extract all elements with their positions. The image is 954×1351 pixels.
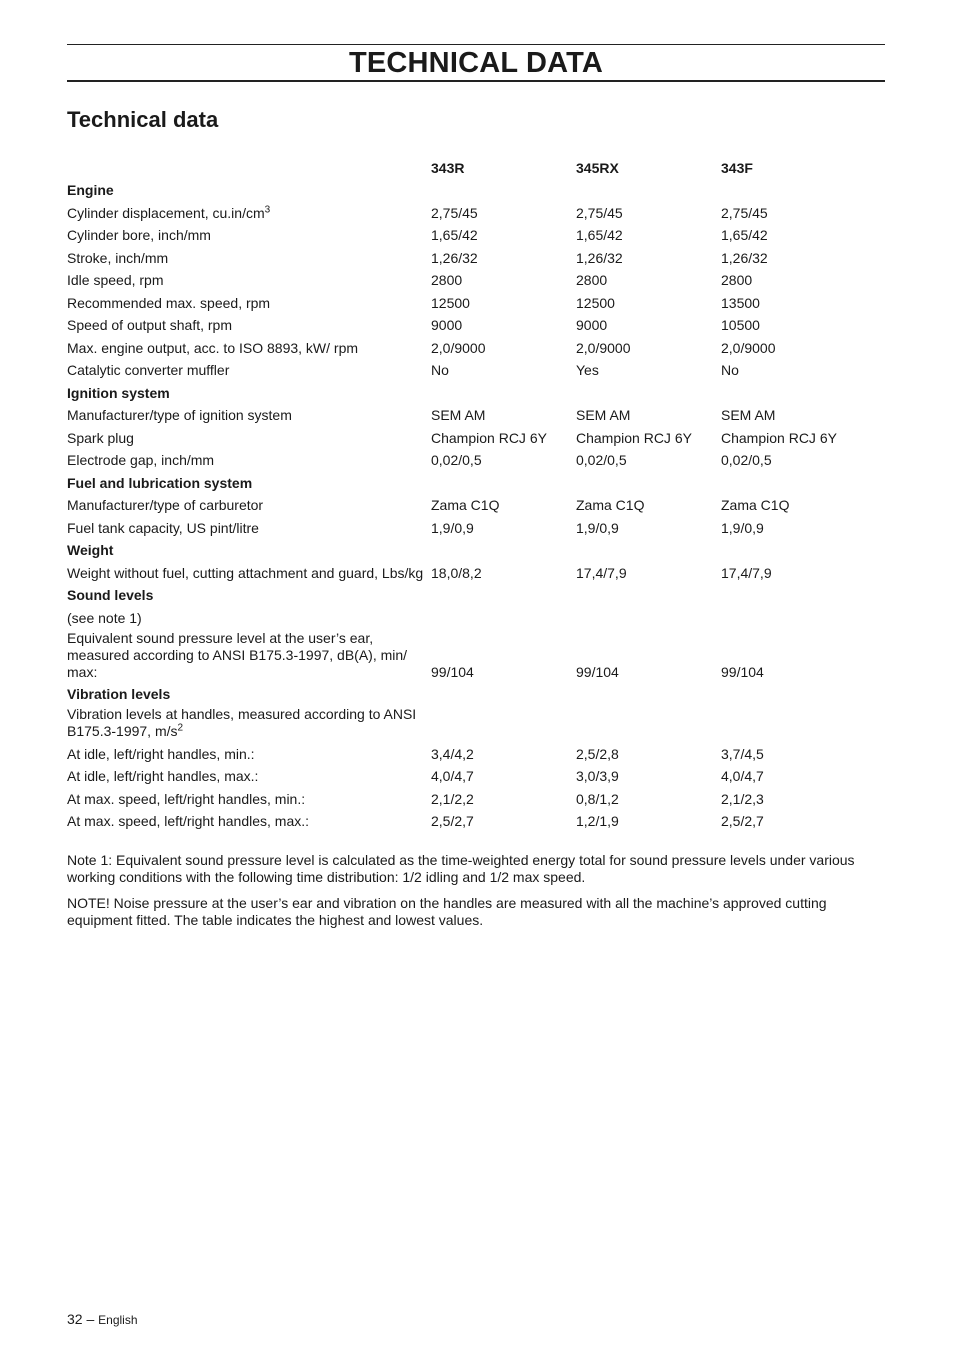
row-label bbox=[67, 740, 431, 763]
group-heading: Sound levels bbox=[67, 587, 154, 603]
table-row bbox=[67, 808, 867, 831]
cell-value: 9000 bbox=[576, 317, 608, 333]
cell-value: 3,7/4,5 bbox=[721, 745, 764, 762]
table-row bbox=[67, 514, 867, 537]
row-label-text: Max. engine output, acc. to ISO 8893, kW/ rpm bbox=[67, 339, 359, 356]
group-row bbox=[67, 469, 867, 492]
group-heading: Fuel and lubrication system bbox=[67, 474, 253, 491]
cell-value: Zama C1Q bbox=[431, 497, 500, 513]
cell-value: 2,75/45 bbox=[721, 204, 768, 221]
row-label-text: Manufacturer/type of ignition system bbox=[67, 407, 292, 423]
table-row bbox=[67, 559, 867, 582]
cell-value: Yes bbox=[576, 362, 599, 378]
cell-value: 2,1/2,3 bbox=[721, 790, 764, 807]
cell-value: 4,0/4,7 bbox=[431, 768, 474, 784]
cell-value bbox=[431, 604, 576, 627]
cell-value: 2,5/2,7 bbox=[431, 813, 474, 829]
row-label bbox=[67, 289, 431, 312]
cell-value: 2,5/2,7 bbox=[721, 813, 764, 829]
cell-value: 2,5/2,8 bbox=[576, 745, 619, 762]
table-row bbox=[67, 312, 867, 335]
cell-value: 1,26/32 bbox=[721, 249, 768, 266]
row-label bbox=[67, 267, 431, 290]
cell-value: Champion RCJ 6Y bbox=[576, 429, 692, 446]
row-label bbox=[67, 312, 431, 335]
row-label bbox=[67, 357, 431, 380]
table-row bbox=[67, 447, 867, 470]
cell-value: 1,26/32 bbox=[576, 249, 623, 266]
row-label-text: Spark plug bbox=[67, 429, 134, 446]
cell-value: 1,65/42 bbox=[721, 227, 768, 243]
cell-value: 9000 bbox=[431, 317, 463, 333]
row-label-text: (see note 1) bbox=[67, 609, 142, 626]
cell-value: 1,9/0,9 bbox=[721, 519, 764, 536]
cell-value: 10500 bbox=[721, 317, 760, 333]
cell-value: 3,4/4,2 bbox=[431, 745, 474, 762]
model-header: 343F bbox=[721, 159, 753, 176]
cell-value: 0,02/0,5 bbox=[431, 452, 482, 468]
cell-value: 13500 bbox=[721, 294, 760, 311]
cell-value: 17,4/7,9 bbox=[721, 564, 772, 581]
table-row bbox=[67, 267, 867, 290]
table-row bbox=[67, 763, 867, 786]
cell-value: 99/104 bbox=[576, 663, 619, 680]
technical-data-table bbox=[67, 154, 867, 830]
cell-value: 2,0/9000 bbox=[721, 339, 776, 356]
row-label-text: Vibration levels at handles, measured according to ANSI B175.3-1997, m/s bbox=[67, 706, 417, 739]
row-label-text: At idle, left/right handles, min.: bbox=[67, 745, 255, 762]
row-label bbox=[67, 334, 431, 357]
group-row bbox=[67, 681, 867, 704]
page-header-title: TECHNICAL DATA bbox=[348, 47, 604, 79]
cell-value bbox=[721, 703, 867, 740]
row-label-text: At idle, left/right handles, max.: bbox=[67, 768, 259, 784]
row-label-text: Weight without fuel, cutting attachment and guard, Lbs/kg bbox=[67, 564, 424, 581]
cell-value: 0,02/0,5 bbox=[576, 452, 627, 468]
row-label bbox=[67, 402, 431, 425]
section-title: Technical data bbox=[67, 107, 219, 132]
cell-value: Zama C1Q bbox=[576, 497, 645, 513]
table-row bbox=[67, 703, 867, 740]
row-label-text: Manufacturer/type of carburetor bbox=[67, 497, 264, 513]
group-row bbox=[67, 582, 867, 605]
cell-value: 1,9/0,9 bbox=[431, 519, 474, 536]
table-header-label bbox=[67, 154, 431, 177]
row-label bbox=[67, 559, 431, 582]
cell-value: SEM AM bbox=[576, 407, 631, 423]
table-row bbox=[67, 627, 867, 681]
group-heading: Vibration levels bbox=[67, 686, 171, 702]
group-heading: Weight bbox=[67, 542, 114, 558]
table-row bbox=[67, 357, 867, 380]
row-label-text: Catalytic converter muffler bbox=[67, 362, 230, 378]
notes bbox=[67, 852, 885, 938]
row-label bbox=[67, 627, 431, 681]
cell-value: No bbox=[431, 362, 449, 378]
cell-value: 1,26/32 bbox=[431, 249, 478, 266]
cell-value: 1,65/42 bbox=[576, 227, 623, 243]
table-row bbox=[67, 402, 867, 425]
cell-value: 2800 bbox=[721, 272, 753, 288]
row-label bbox=[67, 222, 431, 245]
row-label-text: Equivalent sound pressure level at the user’s ear, measured according to ANSI B175.3-1997, dB(A), min/ max: bbox=[67, 629, 408, 680]
row-label bbox=[67, 447, 431, 470]
row-label-text: Stroke, inch/mm bbox=[67, 249, 169, 266]
cell-value: 2,0/9000 bbox=[431, 339, 486, 356]
row-label bbox=[67, 763, 431, 786]
row-label-text: Recommended max. speed, rpm bbox=[67, 294, 271, 311]
cell-value: Zama C1Q bbox=[721, 497, 790, 513]
cell-value: SEM AM bbox=[721, 407, 776, 423]
cell-value bbox=[431, 703, 576, 740]
table-row bbox=[67, 289, 867, 312]
row-label-text: Speed of output shaft, rpm bbox=[67, 317, 232, 333]
row-label-text: Idle speed, rpm bbox=[67, 272, 164, 288]
table-row bbox=[67, 424, 867, 447]
row-label bbox=[67, 424, 431, 447]
row-label-text: At max. speed, left/right handles, max.: bbox=[67, 813, 310, 829]
cell-value: 1,9/0,9 bbox=[576, 519, 619, 536]
cell-value: 0,02/0,5 bbox=[721, 452, 772, 468]
cell-value: 99/104 bbox=[721, 663, 764, 680]
model-header: 343R bbox=[431, 159, 465, 176]
cell-value: 18,0/8,2 bbox=[431, 564, 482, 581]
table-row bbox=[67, 244, 867, 267]
cell-value: 4,0/4,7 bbox=[721, 768, 764, 784]
group-heading: Ignition system bbox=[67, 384, 170, 401]
unit-superscript: 2 bbox=[177, 722, 184, 734]
cell-value: Champion RCJ 6Y bbox=[721, 429, 837, 446]
row-label bbox=[67, 199, 431, 222]
row-label bbox=[67, 604, 431, 627]
row-label-text: At max. speed, left/right handles, min.: bbox=[67, 790, 306, 807]
table-row bbox=[67, 222, 867, 245]
technical-data-table-body bbox=[67, 154, 867, 830]
cell-value: 17,4/7,9 bbox=[576, 564, 627, 581]
row-label bbox=[67, 514, 431, 537]
cell-value: 12500 bbox=[576, 294, 615, 311]
page-number: 32 – bbox=[67, 1311, 95, 1327]
footer-language: English bbox=[98, 1313, 138, 1327]
cell-value: 2,75/45 bbox=[431, 204, 478, 221]
page-footer bbox=[67, 1311, 138, 1327]
row-label bbox=[67, 808, 431, 831]
cell-value: SEM AM bbox=[431, 407, 486, 423]
cell-value: 0,8/1,2 bbox=[576, 790, 619, 807]
note-1: Note 1: Equivalent sound pressure level is calculated as the time-weighted energy total for sound pressure levels under various working conditions with the following time distribution: 1/2 idling and 1/2 max speed. bbox=[67, 852, 855, 885]
cell-value: 2,75/45 bbox=[576, 204, 623, 221]
cell-value bbox=[576, 604, 721, 627]
row-label bbox=[67, 703, 431, 740]
cell-value: 12500 bbox=[431, 294, 470, 311]
cell-value: 1,2/1,9 bbox=[576, 813, 619, 829]
cell-value: No bbox=[721, 362, 739, 378]
model-header: 345RX bbox=[576, 159, 619, 176]
row-label-text: Fuel tank capacity, US pint/litre bbox=[67, 519, 259, 536]
group-row bbox=[67, 177, 867, 200]
cell-value: 99/104 bbox=[431, 663, 474, 680]
table-header-row bbox=[67, 154, 867, 177]
cell-value: 2800 bbox=[576, 272, 608, 288]
row-label bbox=[67, 492, 431, 515]
table-row bbox=[67, 334, 867, 357]
cell-value: Champion RCJ 6Y bbox=[431, 429, 547, 446]
table-row bbox=[67, 199, 867, 222]
cell-value: 2,1/2,2 bbox=[431, 790, 474, 807]
row-label bbox=[67, 785, 431, 808]
row-label-text: Electrode gap, inch/mm bbox=[67, 452, 215, 468]
page-header bbox=[67, 44, 885, 82]
note-2: NOTE! Noise pressure at the user’s ear and vibration on the handles are measured with all the machine’s approved cutting equipment fitted. The table indicates the highest and lowest values. bbox=[67, 895, 827, 928]
row-label bbox=[67, 244, 431, 267]
cell-value bbox=[576, 703, 721, 740]
unit-superscript: 3 bbox=[264, 203, 271, 215]
cell-value: 1,65/42 bbox=[431, 227, 478, 243]
table-row bbox=[67, 492, 867, 515]
table-row bbox=[67, 785, 867, 808]
group-heading: Engine bbox=[67, 182, 114, 198]
cell-value: 3,0/3,9 bbox=[576, 768, 619, 784]
cell-value: 2,0/9000 bbox=[576, 339, 631, 356]
cell-value: 2800 bbox=[431, 272, 463, 288]
group-row bbox=[67, 537, 867, 560]
group-row bbox=[67, 379, 867, 402]
row-label-text: Cylinder displacement, cu.in/cm bbox=[67, 204, 265, 221]
table-row bbox=[67, 604, 867, 627]
cell-value bbox=[721, 604, 867, 627]
row-label-text: Cylinder bore, inch/mm bbox=[67, 227, 211, 243]
table-row bbox=[67, 740, 867, 763]
